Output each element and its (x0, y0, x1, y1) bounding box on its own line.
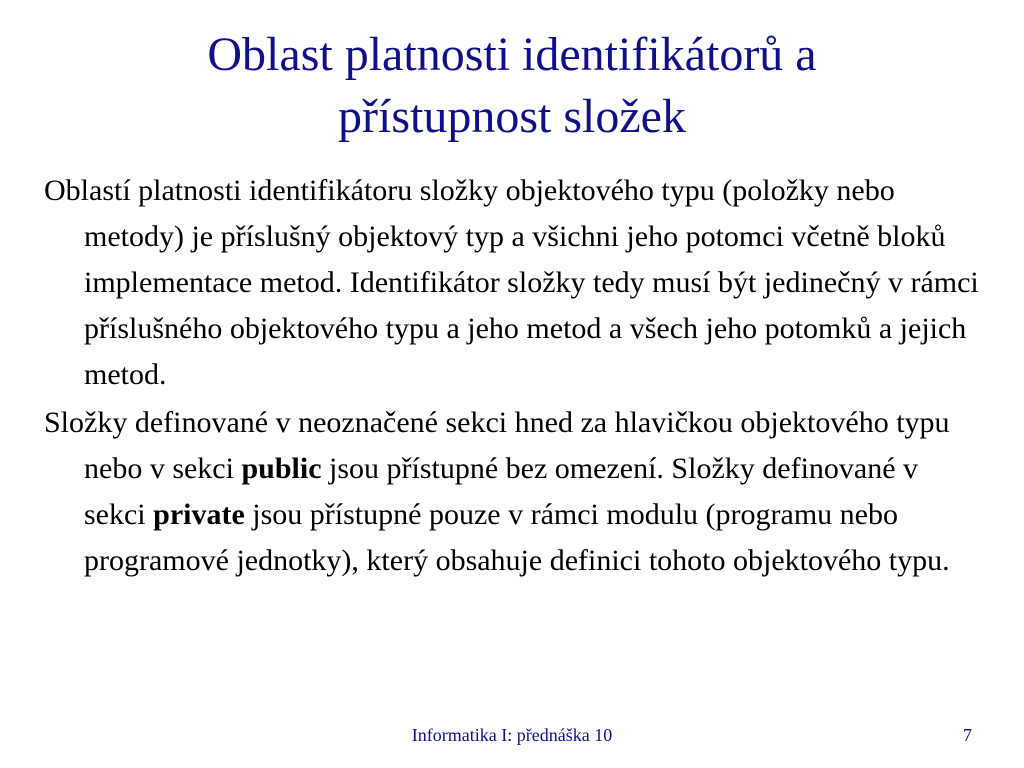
paragraph-access-part2: jsou přístupné bez omezení. Složky definované v sekci (84, 452, 919, 531)
paragraph-scope: Oblastí platnosti identifikátoru složky objektového typu (položky nebo metody) je příslušný objektový typ a všichni jeho potomci včetně bloků implementace metod. Identifikátor složky tedy musí být jedinečný v rámci příslušného objektového typu a jeho metod a všech jeho potomků a jejich metod. (44, 174, 979, 391)
footer-course: Informatika I: přednáška 10 (411, 725, 613, 745)
paragraph-access-part1: Složky definované v neoznačené sekci hned za hlavičkou objektového typu nebo v sekci (44, 406, 950, 485)
slide-body (44, 168, 984, 586)
title-line-1: Oblast platnosti identifikátorů a (207, 28, 817, 81)
paragraph-access-part3: jsou přístupné pouze v rámci modulu (programu nebo programové jednotky), který obsahuje definici tohoto objektového typu. (84, 498, 950, 577)
slide-title (60, 24, 964, 148)
keyword-private: private (153, 498, 245, 531)
keyword-public: public (241, 452, 322, 485)
page-number: 7 (963, 725, 972, 745)
title-line-2: přístupnost složek (338, 90, 686, 143)
paragraph-access (44, 400, 984, 584)
